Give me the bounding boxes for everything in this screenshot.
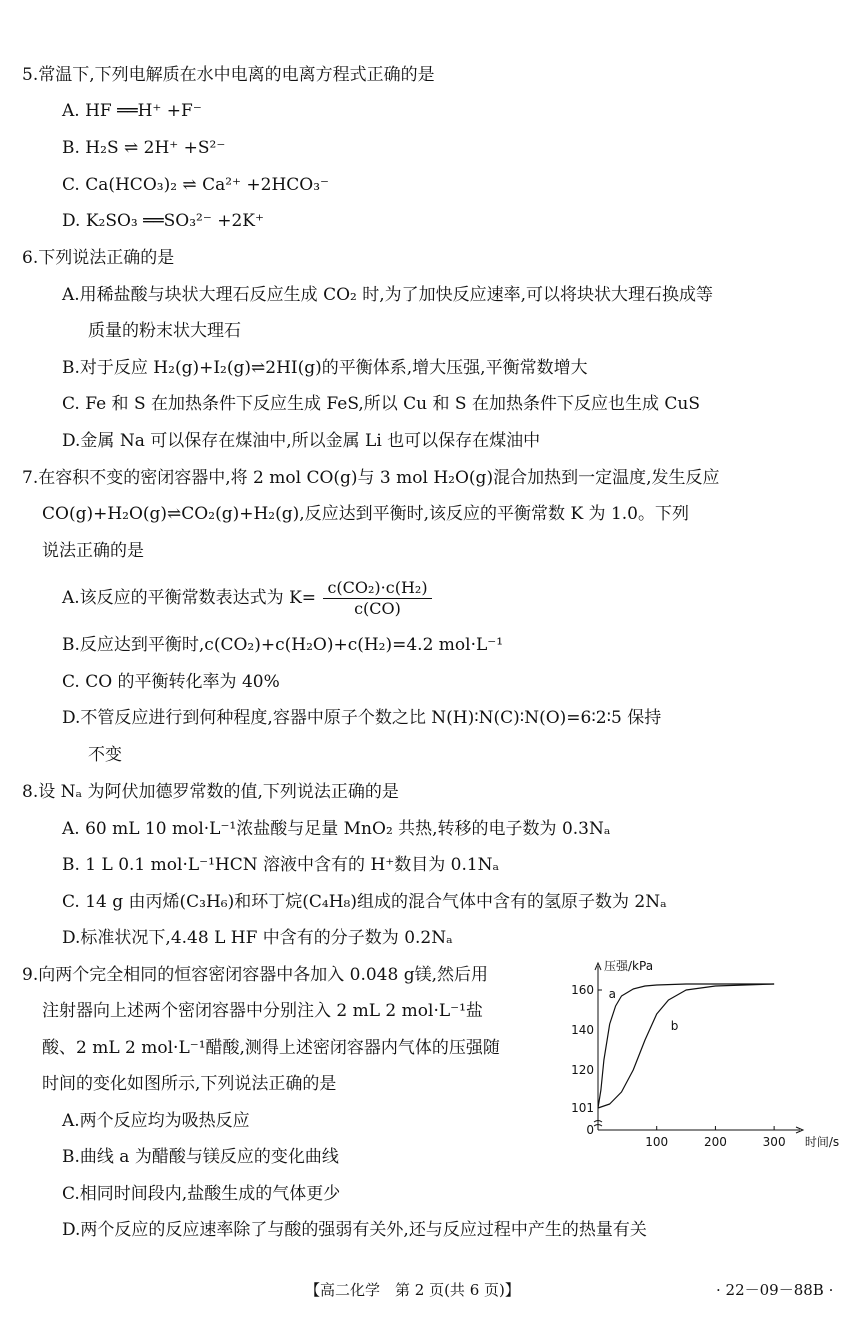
q7-stem-2: CO(g)+H₂O(g)⇌CO₂(g)+H₂(g),反应达到平衡时,该反应的平衡常数 K 为 1.0。下列 — [42, 504, 689, 524]
q5-option-d: D. K₂SO₃ ══SO₃²⁻ +2K⁺ — [62, 211, 264, 231]
q8-option-c: C. 14 g 由丙烯(C₃H₆)和环丁烷(C₄H₈)组成的混合气体中含有的氢原子数为 2Nₐ — [62, 892, 667, 912]
q6-option-d: D.金属 Na 可以保存在煤油中,所以金属 Li 也可以保存在煤油中 — [62, 431, 541, 451]
q9-option-c: C.相同时间段内,盐酸生成的气体更少 — [62, 1184, 341, 1204]
q6-option-a: A.用稀盐酸与块状大理石反应生成 CO₂ 时,为了加快反应速率,可以将块状大理石换成等 — [62, 285, 714, 305]
k-expression-fraction — [323, 578, 431, 619]
q7-stem-3: 说法正确的是 — [42, 541, 144, 561]
y-tick-label: 160 — [571, 983, 594, 997]
q8-option-a: A. 60 mL 10 mol·L⁻¹浓盐酸与足量 MnO₂ 共热,转移的电子数为 0.3Nₐ — [62, 819, 611, 839]
q9-option-b: B.曲线 a 为醋酸与镁反应的变化曲线 — [62, 1147, 339, 1167]
x-tick-label: 100 — [645, 1135, 669, 1149]
q7-option-d-cont: 不变 — [88, 745, 122, 765]
y-tick-label: 120 — [571, 1063, 594, 1077]
q5-option-c: C. Ca(HCO₃)₂ ⇌ Ca²⁺ +2HCO₃⁻ — [62, 175, 330, 195]
series-label-a: a — [608, 987, 616, 1001]
q7-option-a — [62, 578, 432, 619]
fraction-denominator: c(CO) — [354, 599, 401, 618]
q7-option-b: B.反应达到平衡时,c(CO₂)+c(H₂O)+c(H₂)=4.2 mol·L⁻¹ — [62, 635, 504, 655]
x-tick-label: 300 — [762, 1135, 786, 1149]
q6-option-a-cont: 质量的粉末状大理石 — [88, 321, 241, 341]
q6-option-b: B.对于反应 H₂(g)+I₂(g)⇌2HI(g)的平衡体系,增大压强,平衡常数增大 — [62, 358, 588, 378]
y-tick-label: 0 — [586, 1123, 594, 1137]
x-axis-label: 时间/s — [804, 1135, 840, 1149]
q7-stem-1: 7.在容积不变的密闭容器中,将 2 mol CO(g)与 3 mol H₂O(g)混合加热到一定温度,发生反应 — [22, 468, 720, 488]
pressure-time-chart — [560, 958, 850, 1158]
y-axis-label: 压强/kPa — [604, 959, 654, 973]
y-tick-label: 101 — [571, 1101, 594, 1115]
q9-stem-3: 酸、2 mL 2 mol·L⁻¹醋酸,测得上述密闭容器内气体的压强随 — [42, 1038, 500, 1058]
series-line-a — [598, 984, 774, 1108]
q9-option-d: D.两个反应的反应速率除了与酸的强弱有关外,还与反应过程中产生的热量有关 — [62, 1220, 647, 1240]
q5-option-b: B. H₂S ⇌ 2H⁺ +S²⁻ — [62, 138, 226, 158]
q8-stem: 8.设 Nₐ 为阿伏加德罗常数的值,下列说法正确的是 — [22, 782, 399, 802]
q8-option-b: B. 1 L 0.1 mol·L⁻¹HCN 溶液中含有的 H⁺数目为 0.1Nₐ — [62, 855, 500, 875]
series-label-b: b — [670, 1019, 679, 1033]
q7-option-a-prefix: A.该反应的平衡常数表达式为 K= — [62, 588, 317, 608]
q5-stem: 5.常温下,下列电解质在水中电离的电离方程式正确的是 — [22, 65, 435, 85]
q9-option-a: A.两个反应均为吸热反应 — [62, 1111, 250, 1131]
q9-stem-1: 9.向两个完全相同的恒容密闭容器中各加入 0.048 g镁,然后用 — [22, 965, 488, 985]
y-tick-label: 140 — [571, 1023, 594, 1037]
q5-option-a: A. HF ══H⁺ +F⁻ — [62, 101, 202, 121]
x-tick-label: 200 — [703, 1135, 727, 1149]
q6-option-c: C. Fe 和 S 在加热条件下反应生成 FeS,所以 Cu 和 S 在加热条件下反应也生成 CuS — [62, 394, 700, 414]
fraction-numerator: c(CO₂)·c(H₂) — [323, 578, 431, 599]
q9-stem-2: 注射器向上述两个密闭容器中分别注入 2 mL 2 mol·L⁻¹盐 — [42, 1001, 483, 1021]
page-footer-code: · 22－09－88B · — [716, 1281, 834, 1299]
q9-stem-4: 时间的变化如图所示,下列说法正确的是 — [42, 1074, 337, 1094]
series-line-b — [598, 984, 774, 1108]
q7-option-c: C. CO 的平衡转化率为 40% — [62, 672, 280, 692]
q6-stem: 6.下列说法正确的是 — [22, 248, 175, 268]
q7-option-d: D.不管反应进行到何种程度,容器中原子个数之比 N(H)∶N(C)∶N(O)=6∶2∶5 保持 — [62, 708, 662, 728]
page-footer-center: 【高二化学 第 2 页(共 6 页)】 — [305, 1281, 520, 1299]
q8-option-d: D.标准状况下,4.48 L HF 中含有的分子数为 0.2Nₐ — [62, 928, 453, 948]
